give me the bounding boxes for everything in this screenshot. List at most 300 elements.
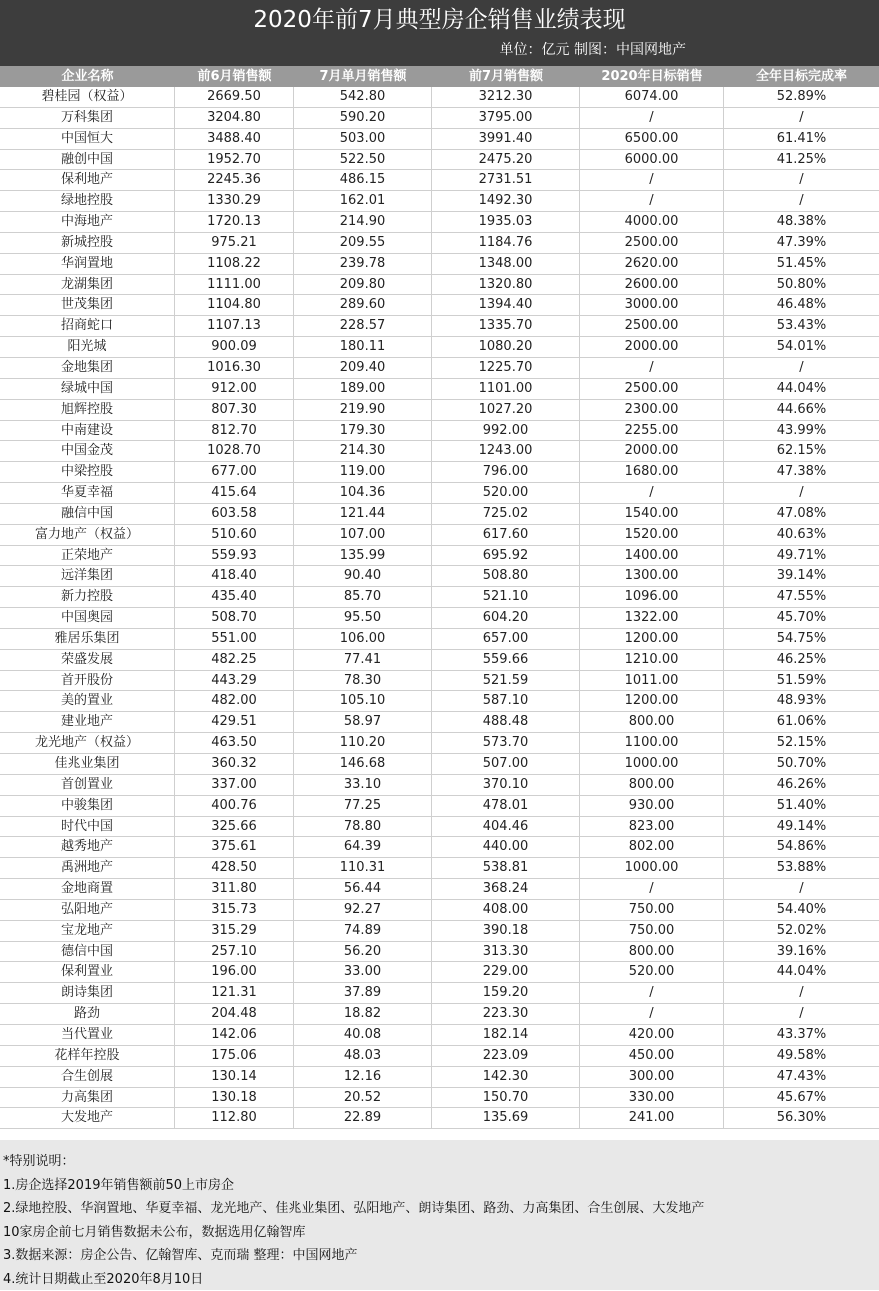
value-cell: 1108.22 [175, 254, 294, 274]
company-name-cell: 保利置业 [0, 962, 175, 982]
table-row [0, 733, 879, 754]
value-cell: 44.04% [724, 379, 879, 399]
value-cell: 44.66% [724, 400, 879, 420]
value-cell: 110.20 [294, 733, 432, 753]
company-name-cell: 当代置业 [0, 1025, 175, 1045]
value-cell: 2500.00 [580, 316, 724, 336]
table-row [0, 754, 879, 775]
company-name-cell: 宝龙地产 [0, 921, 175, 941]
value-cell: 52.02% [724, 921, 879, 941]
value-cell: 209.40 [294, 358, 432, 378]
value-cell: 2255.00 [580, 421, 724, 441]
value-cell: 3991.40 [432, 129, 580, 149]
table-row [0, 150, 879, 171]
value-cell: 559.93 [175, 546, 294, 566]
value-cell: 48.38% [724, 212, 879, 232]
value-cell: 617.60 [432, 525, 580, 545]
company-name-cell: 中国恒大 [0, 129, 175, 149]
value-cell: 47.39% [724, 233, 879, 253]
value-cell: 1400.00 [580, 546, 724, 566]
value-cell: 47.43% [724, 1067, 879, 1087]
value-cell: 180.11 [294, 337, 432, 357]
value-cell: 6074.00 [580, 87, 724, 107]
value-cell: 110.31 [294, 858, 432, 878]
value-cell: 121.44 [294, 504, 432, 524]
value-cell: / [580, 358, 724, 378]
table-row [0, 483, 879, 504]
company-name-cell: 保利地产 [0, 170, 175, 190]
value-cell: 478.01 [432, 796, 580, 816]
column-header: 企业名称 [0, 66, 175, 87]
value-cell: 1520.00 [580, 525, 724, 545]
column-header: 前6月销售额 [175, 66, 294, 87]
value-cell: 40.63% [724, 525, 879, 545]
column-header: 2020年目标销售 [580, 66, 724, 87]
value-cell: 146.68 [294, 754, 432, 774]
page-title: 2020年前7月典型房企销售业绩表现 [0, 4, 879, 36]
company-name-cell: 世茂集团 [0, 295, 175, 315]
company-name-cell: 中骏集团 [0, 796, 175, 816]
value-cell: 2500.00 [580, 379, 724, 399]
value-cell: 142.30 [432, 1067, 580, 1087]
value-cell: / [724, 358, 879, 378]
note-line: 10家房企前七月销售数据未公布，数据选用亿翰智库 [3, 1221, 879, 1245]
value-cell: 58.97 [294, 712, 432, 732]
value-cell: 4000.00 [580, 212, 724, 232]
company-name-cell: 绿地控股 [0, 191, 175, 211]
table-row [0, 191, 879, 212]
value-cell: 179.30 [294, 421, 432, 441]
value-cell: 604.20 [432, 608, 580, 628]
value-cell: 41.25% [724, 150, 879, 170]
company-name-cell: 德信中国 [0, 942, 175, 962]
value-cell: 1016.30 [175, 358, 294, 378]
value-cell: 482.25 [175, 650, 294, 670]
value-cell: / [724, 108, 879, 128]
table-row [0, 817, 879, 838]
company-name-cell: 龙湖集团 [0, 275, 175, 295]
value-cell: 1100.00 [580, 733, 724, 753]
table-row [0, 629, 879, 650]
value-cell: 1107.13 [175, 316, 294, 336]
value-cell: 1027.20 [432, 400, 580, 420]
table-row [0, 775, 879, 796]
value-cell: 78.30 [294, 671, 432, 691]
value-cell: 45.70% [724, 608, 879, 628]
value-cell: 325.66 [175, 817, 294, 837]
value-cell: 49.58% [724, 1046, 879, 1066]
value-cell: 51.40% [724, 796, 879, 816]
value-cell: 159.20 [432, 983, 580, 1003]
value-cell: 61.06% [724, 712, 879, 732]
company-name-cell: 华润置地 [0, 254, 175, 274]
value-cell: 54.01% [724, 337, 879, 357]
value-cell: 992.00 [432, 421, 580, 441]
value-cell: 1952.70 [175, 150, 294, 170]
value-cell: 196.00 [175, 962, 294, 982]
table-row [0, 525, 879, 546]
value-cell: 725.02 [432, 504, 580, 524]
company-name-cell: 弘阳地产 [0, 900, 175, 920]
value-cell: 130.14 [175, 1067, 294, 1087]
value-cell: 3212.30 [432, 87, 580, 107]
value-cell: 77.41 [294, 650, 432, 670]
value-cell: 162.01 [294, 191, 432, 211]
value-cell: 18.82 [294, 1004, 432, 1024]
value-cell: 408.00 [432, 900, 580, 920]
value-cell: 2620.00 [580, 254, 724, 274]
value-cell: 74.89 [294, 921, 432, 941]
value-cell: 590.20 [294, 108, 432, 128]
value-cell: 229.00 [432, 962, 580, 982]
subtitle: 单位：亿元 制图：中国网地产 [500, 40, 686, 60]
value-cell: 2600.00 [580, 275, 724, 295]
value-cell: 49.14% [724, 817, 879, 837]
table-row [0, 837, 879, 858]
value-cell: 204.48 [175, 1004, 294, 1024]
value-cell: 1104.80 [175, 295, 294, 315]
value-cell: 64.39 [294, 837, 432, 857]
company-name-cell: 招商蛇口 [0, 316, 175, 336]
table-row [0, 900, 879, 921]
table-row [0, 608, 879, 629]
company-name-cell: 旭辉控股 [0, 400, 175, 420]
value-cell: 1000.00 [580, 858, 724, 878]
table-row [0, 942, 879, 963]
company-name-cell: 建业地产 [0, 712, 175, 732]
value-cell: / [580, 483, 724, 503]
value-cell: 912.00 [175, 379, 294, 399]
table-row [0, 858, 879, 879]
value-cell: 800.00 [580, 775, 724, 795]
company-name-cell: 绿城中国 [0, 379, 175, 399]
value-cell: 1322.00 [580, 608, 724, 628]
value-cell: 142.06 [175, 1025, 294, 1045]
value-cell: 522.50 [294, 150, 432, 170]
table-row [0, 962, 879, 983]
value-cell: 300.00 [580, 1067, 724, 1087]
value-cell: 56.30% [724, 1108, 879, 1128]
company-name-cell: 融创中国 [0, 150, 175, 170]
value-cell: 975.21 [175, 233, 294, 253]
table-row [0, 1046, 879, 1067]
value-cell: / [724, 483, 879, 503]
value-cell: 104.36 [294, 483, 432, 503]
table-row [0, 566, 879, 587]
table-row [0, 650, 879, 671]
table-row [0, 400, 879, 421]
value-cell: 375.61 [175, 837, 294, 857]
table-body [0, 87, 879, 1129]
value-cell: 429.51 [175, 712, 294, 732]
value-cell: 1330.29 [175, 191, 294, 211]
value-cell: 3488.40 [175, 129, 294, 149]
value-cell: 390.18 [432, 921, 580, 941]
value-cell: / [580, 108, 724, 128]
value-cell: 521.10 [432, 587, 580, 607]
value-cell: 150.70 [432, 1088, 580, 1108]
value-cell: 418.40 [175, 566, 294, 586]
value-cell: 54.75% [724, 629, 879, 649]
value-cell: 510.60 [175, 525, 294, 545]
table-row [0, 129, 879, 150]
value-cell: / [724, 170, 879, 190]
value-cell: 443.29 [175, 671, 294, 691]
value-cell: 51.45% [724, 254, 879, 274]
value-cell: 257.10 [175, 942, 294, 962]
value-cell: 1096.00 [580, 587, 724, 607]
value-cell: 1184.76 [432, 233, 580, 253]
value-cell: / [724, 1004, 879, 1024]
note-line: *特别说明： [3, 1150, 879, 1174]
table-row [0, 337, 879, 358]
value-cell: 50.70% [724, 754, 879, 774]
value-cell: 520.00 [580, 962, 724, 982]
value-cell: 50.80% [724, 275, 879, 295]
value-cell: 1935.03 [432, 212, 580, 232]
company-name-cell: 越秀地产 [0, 837, 175, 857]
value-cell: 6500.00 [580, 129, 724, 149]
company-name-cell: 中南建设 [0, 421, 175, 441]
table-row [0, 983, 879, 1004]
value-cell: 1320.80 [432, 275, 580, 295]
value-cell: 209.80 [294, 275, 432, 295]
company-name-cell: 佳兆业集团 [0, 754, 175, 774]
value-cell: 228.57 [294, 316, 432, 336]
value-cell: 175.06 [175, 1046, 294, 1066]
value-cell: 43.37% [724, 1025, 879, 1045]
header [0, 0, 879, 66]
value-cell: 1720.13 [175, 212, 294, 232]
value-cell: 47.38% [724, 462, 879, 482]
value-cell: 209.55 [294, 233, 432, 253]
company-name-cell: 金地商置 [0, 879, 175, 899]
value-cell: 78.80 [294, 817, 432, 837]
value-cell: / [724, 983, 879, 1003]
table-row [0, 254, 879, 275]
value-cell: 1540.00 [580, 504, 724, 524]
value-cell: 135.69 [432, 1108, 580, 1128]
table-row [0, 1025, 879, 1046]
value-cell: 538.81 [432, 858, 580, 878]
table-row [0, 921, 879, 942]
table-row [0, 108, 879, 129]
table-row [0, 1004, 879, 1025]
company-name-cell: 阳光城 [0, 337, 175, 357]
value-cell: 450.00 [580, 1046, 724, 1066]
note-line: 3.数据来源：房企公告、亿翰智库、克而瑞 整理：中国网地产 [3, 1244, 879, 1268]
value-cell: 54.40% [724, 900, 879, 920]
value-cell: 463.50 [175, 733, 294, 753]
value-cell: 2475.20 [432, 150, 580, 170]
value-cell: 802.00 [580, 837, 724, 857]
column-header: 全年目标完成率 [724, 66, 879, 87]
value-cell: 1000.00 [580, 754, 724, 774]
value-cell: 1335.70 [432, 316, 580, 336]
value-cell: 53.88% [724, 858, 879, 878]
table-row [0, 379, 879, 400]
value-cell: 1101.00 [432, 379, 580, 399]
value-cell: 77.25 [294, 796, 432, 816]
company-name-cell: 华夏幸福 [0, 483, 175, 503]
value-cell: / [580, 983, 724, 1003]
value-cell: 85.70 [294, 587, 432, 607]
value-cell: 435.40 [175, 587, 294, 607]
value-cell: 3795.00 [432, 108, 580, 128]
company-name-cell: 中国奥园 [0, 608, 175, 628]
table-row [0, 504, 879, 525]
value-cell: 135.99 [294, 546, 432, 566]
table-row [0, 712, 879, 733]
value-cell: 930.00 [580, 796, 724, 816]
table-header [0, 66, 879, 87]
value-cell: 12.16 [294, 1067, 432, 1087]
value-cell: 62.15% [724, 441, 879, 461]
value-cell: 241.00 [580, 1108, 724, 1128]
table-row [0, 671, 879, 692]
value-cell: 800.00 [580, 942, 724, 962]
company-name-cell: 禹洲地产 [0, 858, 175, 878]
value-cell: / [724, 191, 879, 211]
value-cell: 311.80 [175, 879, 294, 899]
company-name-cell: 金地集团 [0, 358, 175, 378]
company-name-cell: 大发地产 [0, 1108, 175, 1128]
value-cell: 428.50 [175, 858, 294, 878]
value-cell: 1200.00 [580, 691, 724, 711]
table-row [0, 212, 879, 233]
value-cell: 219.90 [294, 400, 432, 420]
value-cell: 1011.00 [580, 671, 724, 691]
value-cell: 223.30 [432, 1004, 580, 1024]
value-cell: 1680.00 [580, 462, 724, 482]
value-cell: 807.30 [175, 400, 294, 420]
value-cell: 559.66 [432, 650, 580, 670]
company-name-cell: 新力控股 [0, 587, 175, 607]
value-cell: 360.32 [175, 754, 294, 774]
value-cell: 54.86% [724, 837, 879, 857]
company-name-cell: 碧桂园（权益） [0, 87, 175, 107]
value-cell: 46.48% [724, 295, 879, 315]
table-row [0, 170, 879, 191]
value-cell: 587.10 [432, 691, 580, 711]
value-cell: 53.43% [724, 316, 879, 336]
note-line: 2.绿地控股、华润置地、华夏幸福、龙光地产、佳兆业集团、弘阳地产、朗诗集团、路劲、力高集团、合生创展、大发地产 [3, 1197, 879, 1221]
value-cell: 33.10 [294, 775, 432, 795]
company-name-cell: 中海地产 [0, 212, 175, 232]
value-cell: / [724, 879, 879, 899]
value-cell: 40.08 [294, 1025, 432, 1045]
value-cell: 482.00 [175, 691, 294, 711]
value-cell: 750.00 [580, 900, 724, 920]
value-cell: 488.48 [432, 712, 580, 732]
table-row [0, 87, 879, 108]
value-cell: 20.52 [294, 1088, 432, 1108]
value-cell: 400.76 [175, 796, 294, 816]
value-cell: 44.04% [724, 962, 879, 982]
value-cell: 812.70 [175, 421, 294, 441]
company-name-cell: 正荣地产 [0, 546, 175, 566]
value-cell: 56.20 [294, 942, 432, 962]
note-line: 4.统计日期截止至2020年8月10日 [3, 1268, 879, 1291]
company-name-cell: 融信中国 [0, 504, 175, 524]
value-cell: 92.27 [294, 900, 432, 920]
column-header: 前7月销售额 [432, 66, 580, 87]
value-cell: 2300.00 [580, 400, 724, 420]
table-row [0, 587, 879, 608]
value-cell: 2669.50 [175, 87, 294, 107]
company-name-cell: 美的置业 [0, 691, 175, 711]
company-name-cell: 路劲 [0, 1004, 175, 1024]
value-cell: / [580, 1004, 724, 1024]
value-cell: 2000.00 [580, 441, 724, 461]
value-cell: 48.03 [294, 1046, 432, 1066]
value-cell: 239.78 [294, 254, 432, 274]
value-cell: 657.00 [432, 629, 580, 649]
table-row [0, 316, 879, 337]
value-cell: 404.46 [432, 817, 580, 837]
value-cell: 1225.70 [432, 358, 580, 378]
value-cell: 503.00 [294, 129, 432, 149]
value-cell: 2500.00 [580, 233, 724, 253]
table-row [0, 233, 879, 254]
value-cell: 823.00 [580, 817, 724, 837]
notes-section [0, 1140, 879, 1290]
value-cell: 551.00 [175, 629, 294, 649]
value-cell: 39.16% [724, 942, 879, 962]
value-cell: 61.41% [724, 129, 879, 149]
value-cell: 39.14% [724, 566, 879, 586]
company-name-cell: 万科集团 [0, 108, 175, 128]
table-row [0, 1108, 879, 1129]
value-cell: 106.00 [294, 629, 432, 649]
value-cell: 130.18 [175, 1088, 294, 1108]
company-name-cell: 首创置业 [0, 775, 175, 795]
value-cell: 3000.00 [580, 295, 724, 315]
table-row [0, 295, 879, 316]
value-cell: 1348.00 [432, 254, 580, 274]
value-cell: 415.64 [175, 483, 294, 503]
value-cell: 2731.51 [432, 170, 580, 190]
value-cell: 214.30 [294, 441, 432, 461]
value-cell: 56.44 [294, 879, 432, 899]
table-row [0, 275, 879, 296]
table-row [0, 879, 879, 900]
value-cell: 508.70 [175, 608, 294, 628]
table-row [0, 358, 879, 379]
value-cell: 677.00 [175, 462, 294, 482]
value-cell: 52.15% [724, 733, 879, 753]
value-cell: 37.89 [294, 983, 432, 1003]
value-cell: 33.00 [294, 962, 432, 982]
value-cell: 368.24 [432, 879, 580, 899]
value-cell: 508.80 [432, 566, 580, 586]
value-cell: 750.00 [580, 921, 724, 941]
value-cell: 52.89% [724, 87, 879, 107]
value-cell: 289.60 [294, 295, 432, 315]
value-cell: 121.31 [175, 983, 294, 1003]
value-cell: 1394.40 [432, 295, 580, 315]
value-cell: / [580, 170, 724, 190]
company-name-cell: 雅居乐集团 [0, 629, 175, 649]
value-cell: / [580, 191, 724, 211]
value-cell: 46.26% [724, 775, 879, 795]
value-cell: 223.09 [432, 1046, 580, 1066]
company-name-cell: 合生创展 [0, 1067, 175, 1087]
value-cell: 337.00 [175, 775, 294, 795]
company-name-cell: 朗诗集团 [0, 983, 175, 1003]
value-cell: 45.67% [724, 1088, 879, 1108]
value-cell: 520.00 [432, 483, 580, 503]
